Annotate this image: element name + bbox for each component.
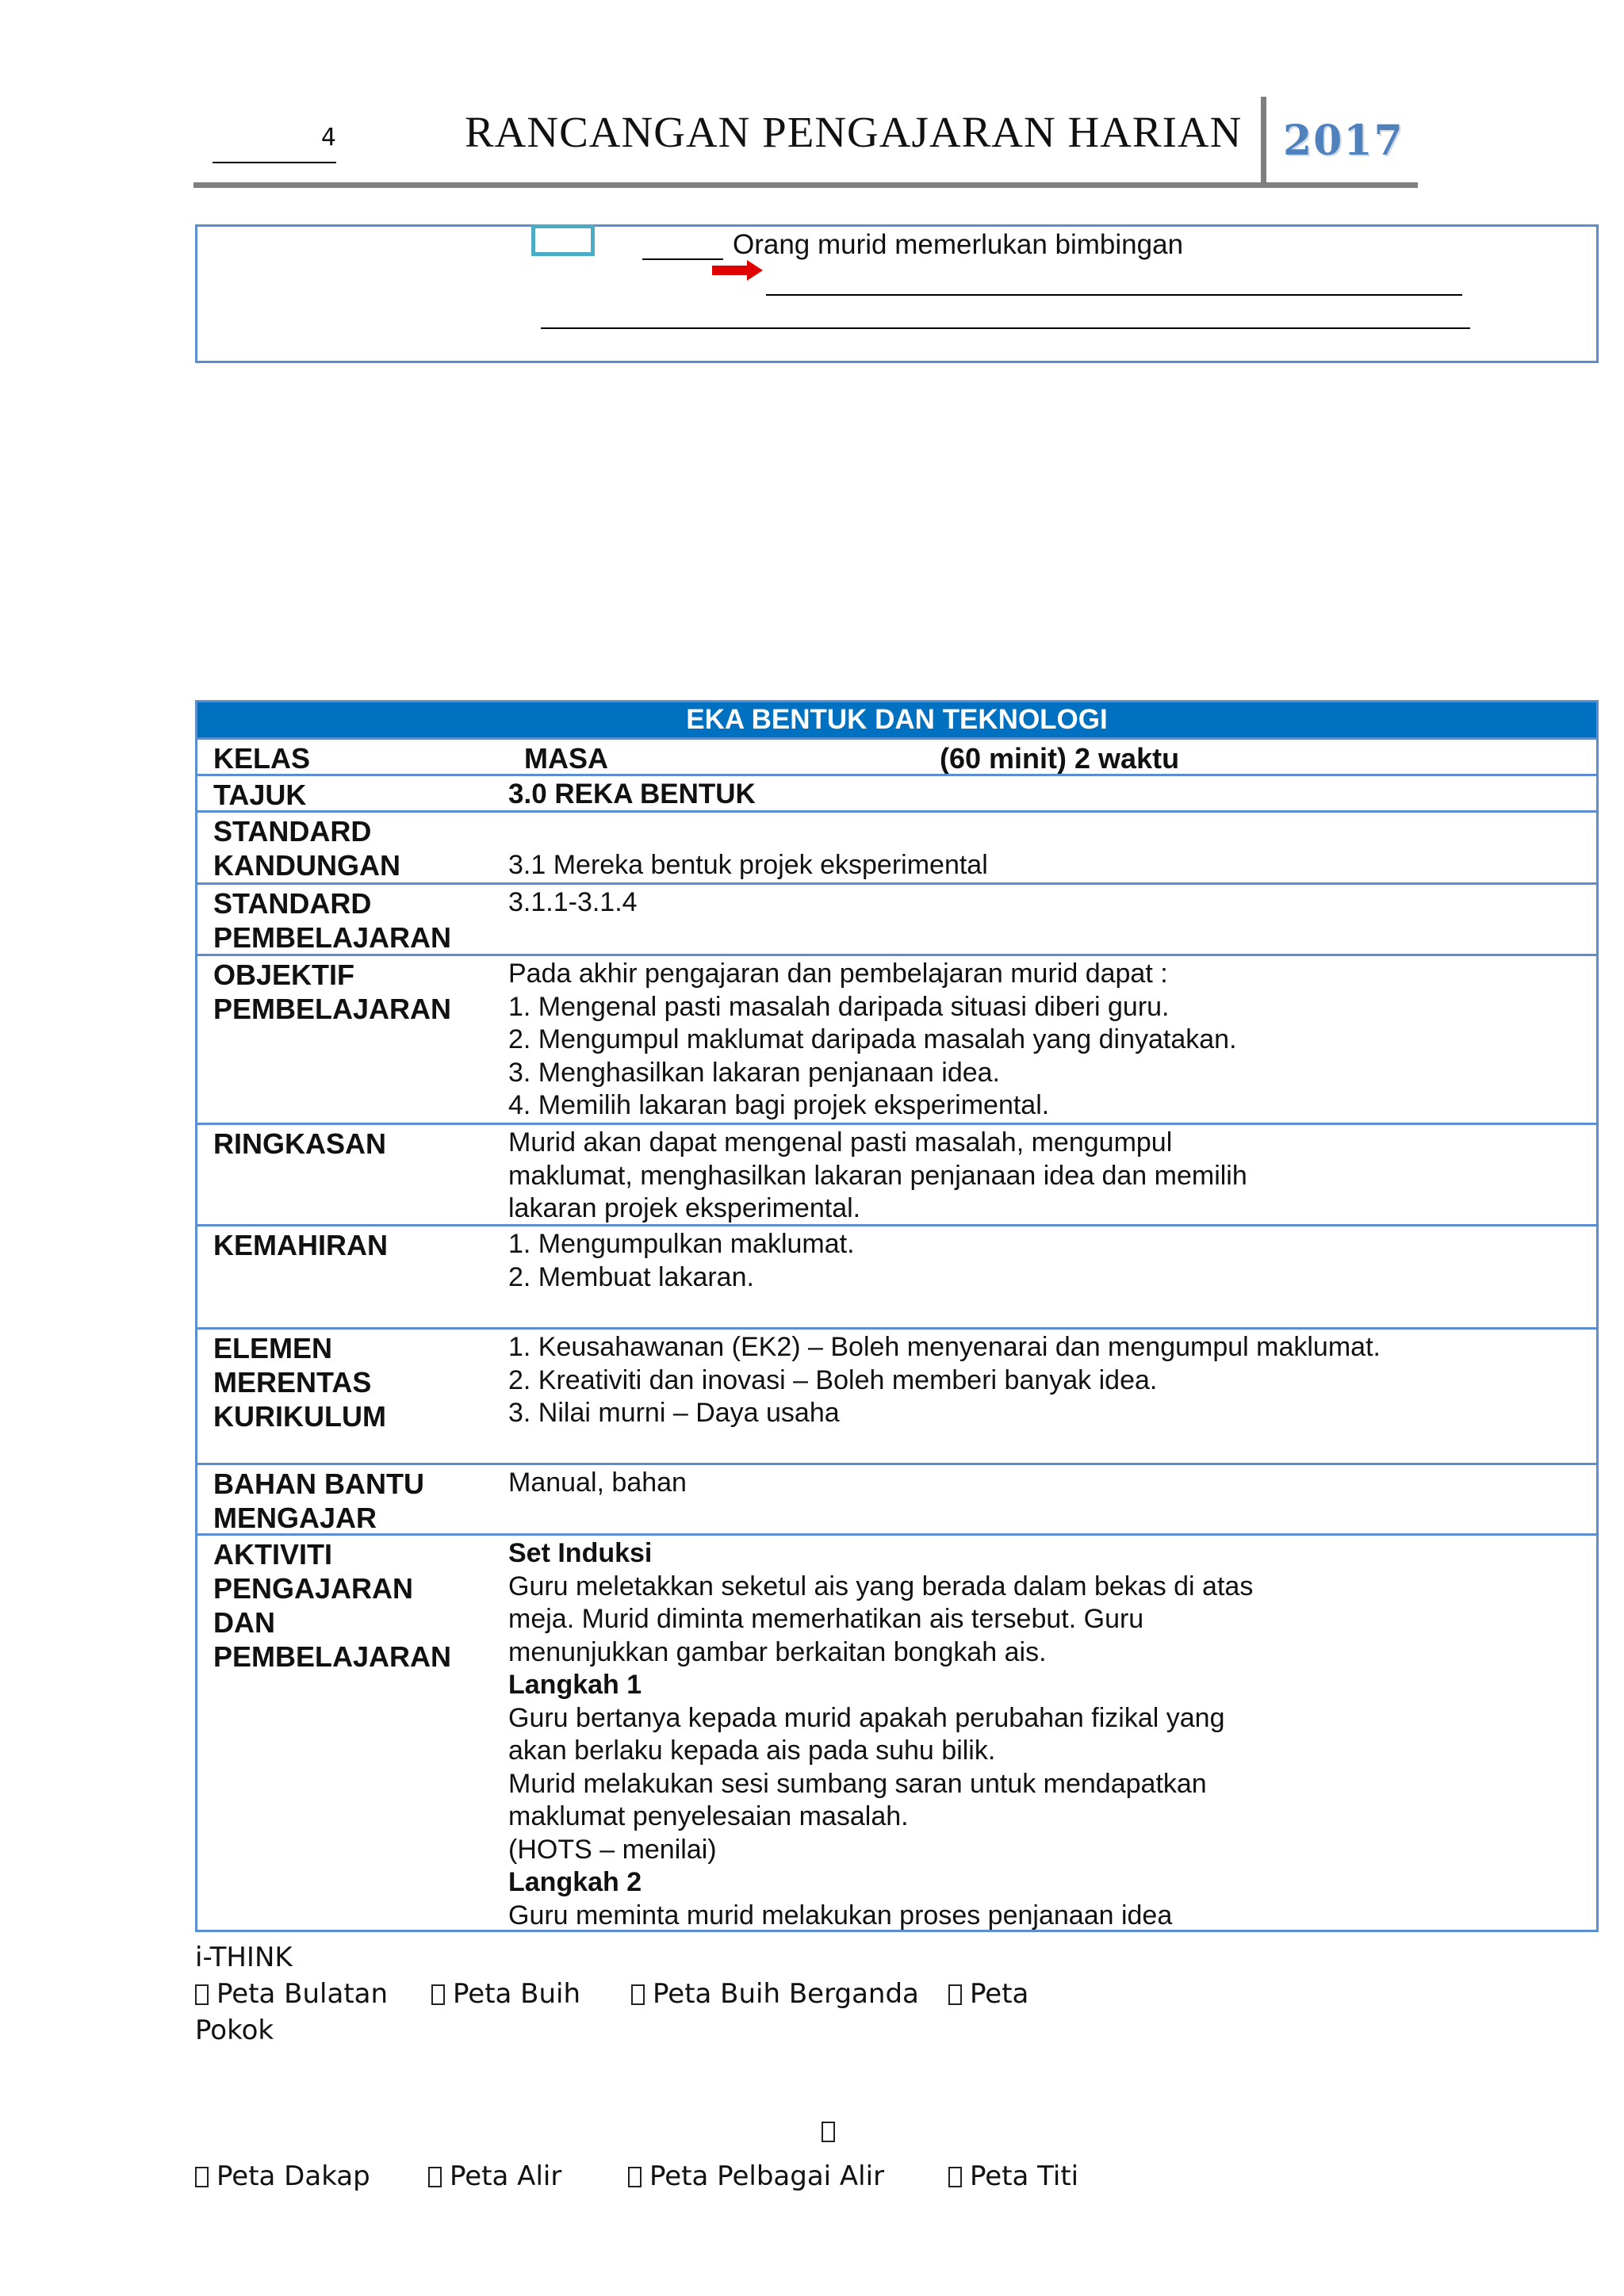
elemen-item: 1. Keusahawanan (EK2) – Boleh menyenarai dan mengumpul maklumat. xyxy=(508,1332,1381,1362)
ringkasan-label: RINGKASAN xyxy=(213,1127,387,1160)
row-bahan-bantu-mengajar xyxy=(197,1463,1596,1533)
standard-kandungan-value: 3.1 Mereka bentuk projek eksperimental xyxy=(508,850,988,880)
ithink-option-peta-pelbagai-alir[interactable]: Peta Pelbagai Alir xyxy=(628,2160,884,2193)
kemahiran-item: 1. Mengumpulkan maklumat. xyxy=(508,1229,855,1259)
subject-header: EKA BENTUK DAN TEKNOLOGI xyxy=(197,702,1596,737)
row-objektif xyxy=(197,954,1596,1123)
row-standard-kandungan xyxy=(197,810,1596,882)
set-induksi-title: Set Induksi xyxy=(508,1538,653,1568)
objektif-list xyxy=(508,958,1587,1123)
header-rule xyxy=(193,182,1418,188)
student-count-blank[interactable] xyxy=(642,258,723,260)
header-divider xyxy=(1261,97,1266,186)
elemen-label: ELEMEN MERENTAS KURIKULUM xyxy=(213,1332,386,1433)
document-year: 2017 xyxy=(1283,117,1404,165)
row-aktiviti xyxy=(197,1533,1596,1930)
guidance-checkbox[interactable] xyxy=(531,224,595,256)
tajuk-label: TAJUK xyxy=(213,779,307,811)
guidance-text: Orang murid memerlukan bimbingan xyxy=(733,229,1184,260)
masa-value: (60 minit) 2 waktu xyxy=(940,742,1180,775)
kemahiran-item: 2. Membuat lakaran. xyxy=(508,1261,754,1292)
kemahiran-list xyxy=(508,1228,1587,1294)
langkah1-title: Langkah 1 xyxy=(508,1670,642,1700)
row-kemahiran xyxy=(197,1224,1596,1327)
bbm-label: BAHAN BANTU MENGAJAR xyxy=(213,1468,424,1534)
checkbox-icon xyxy=(195,2167,209,2187)
notes-line-1[interactable] xyxy=(766,294,1462,296)
ithink-heading: i-THINK xyxy=(195,1942,293,1973)
ithink-option-peta-buih-berganda[interactable]: Peta Buih Berganda xyxy=(631,1977,919,2011)
elemen-list xyxy=(508,1331,1587,1430)
objektif-intro: Pada akhir pengajaran dan pembelajaran murid dapat : xyxy=(508,959,1168,989)
row-standard-pembelajaran xyxy=(197,882,1596,954)
ithink-option-peta-titi[interactable]: Peta Titi xyxy=(948,2160,1078,2193)
elemen-item: 2. Kreativiti dan inovasi – Boleh memberi banyak idea. xyxy=(508,1364,1158,1395)
ithink-option-peta-alir[interactable]: Peta Alir xyxy=(428,2160,561,2193)
elemen-item: 3. Nilai murni – Daya usaha xyxy=(508,1398,840,1428)
notes-line-2[interactable] xyxy=(541,327,1470,329)
objektif-item: 2. Mengumpul maklumat daripada masalah yang dinyatakan. xyxy=(508,1024,1237,1054)
objektif-label: OBJEKTIF PEMBELAJARAN xyxy=(213,959,452,1025)
ithink-option-peta-pokok-wrap: Pokok xyxy=(195,2015,274,2046)
checkbox-icon xyxy=(195,1984,209,2005)
page-number: 4 xyxy=(213,117,336,163)
bbm-value: Manual, bahan xyxy=(508,1468,687,1498)
row-elemen-merentas-kurikulum xyxy=(197,1327,1596,1463)
standard-pembelajaran-value: 3.1.1-3.1.4 xyxy=(508,887,638,917)
lesson-plan-table xyxy=(195,700,1599,1932)
objektif-item: 3. Menghasilkan lakaran penjanaan idea. xyxy=(508,1057,1001,1088)
objektif-item: 1. Mengenal pasti masalah daripada situasi diberi guru. xyxy=(508,991,1170,1022)
objektif-item: 4. Memilih lakaran bagi projek eksperimental. xyxy=(508,1090,1050,1120)
standard-pembelajaran-label: STANDARD PEMBELAJARAN xyxy=(213,887,452,954)
aktiviti-content: Set Induksi Guru meletakkan seketul ais yang berada dalam bekas di atas meja. Murid diminta memerhatikan ais tersebut. Guru menunjukkan gambar berkaitan bongkah ais. Langkah 1 Guru bertanya kepada murid apakah perubahan fizikal yang akan berlaku kepada ais pada suhu bilik. Murid melakukan sesi sumbang saran untuk mendapatkan maklumat penyelesaian masalah. (HOTS – menilai) Langkah 2 Guru meminta murid melakukan proses penjanaan idea xyxy=(508,1537,1587,1932)
ringkasan-text: Murid akan dapat mengenal pasti masalah, mengumpul maklumat, menghasilkan lakaran penjanaan idea dan memilih lakaran projek eksperimental. xyxy=(508,1127,1247,1223)
kemahiran-label: KEMAHIRAN xyxy=(213,1229,388,1261)
standard-kandungan-label: STANDARD KANDUNGAN xyxy=(213,815,400,882)
langkah2-title: Langkah 2 xyxy=(508,1867,642,1897)
row-kelas xyxy=(197,737,1596,774)
checkbox-icon xyxy=(628,2167,642,2187)
aktiviti-label: AKTIVITI PENGAJARAN DAN PEMBELAJARAN xyxy=(213,1538,452,1673)
checkbox-icon xyxy=(631,1984,645,2005)
checkbox-icon xyxy=(948,1984,962,2005)
ithink-option-peta-pokok[interactable]: Peta xyxy=(948,1977,1028,2011)
checkbox-icon xyxy=(948,2167,962,2187)
checkbox-icon xyxy=(428,2167,442,2187)
masa-label: MASA xyxy=(524,742,608,775)
checkbox-icon xyxy=(431,1984,445,2005)
ithink-option-peta-dakap[interactable]: Peta Dakap xyxy=(195,2160,370,2193)
ithink-option-peta-buih[interactable]: Peta Buih xyxy=(431,1977,580,2011)
checkbox-icon xyxy=(822,2122,835,2142)
ithink-option-peta-bulatan[interactable]: Peta Bulatan xyxy=(195,1977,388,2011)
row-tajuk xyxy=(197,774,1596,810)
row-ringkasan xyxy=(197,1123,1596,1224)
document-title: RANCANGAN PENGAJARAN HARIAN xyxy=(465,108,1243,156)
red-arrow-icon xyxy=(712,258,763,282)
tajuk-value: 3.0 REKA BENTUK xyxy=(508,779,756,809)
kelas-label: KELAS xyxy=(213,742,311,775)
